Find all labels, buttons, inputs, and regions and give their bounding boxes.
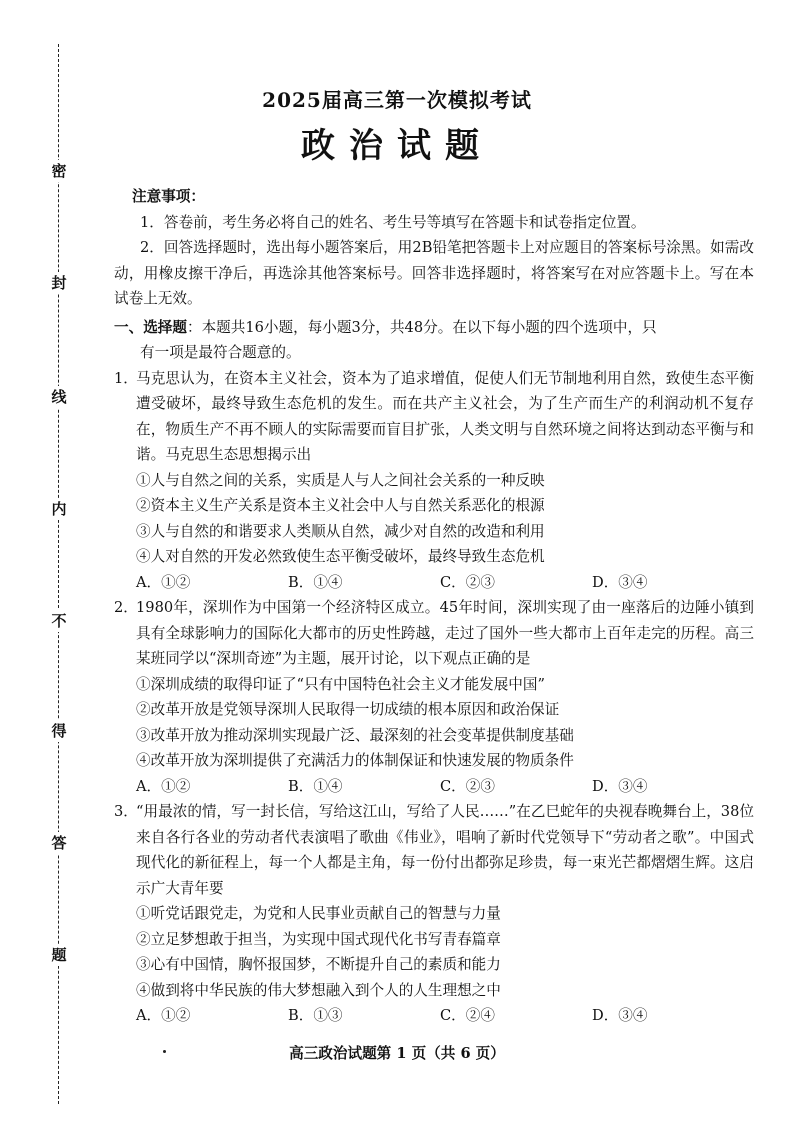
question-2: [114, 595, 754, 799]
statement-option: ④人对自然的开发必然致使生态平衡受破坏，最终导致生态危机: [136, 548, 545, 565]
binding-char: 得: [49, 720, 69, 742]
page-footer: 高三政治试题第 1 页（共 6 页）: [289, 1045, 505, 1062]
answer-choice-c: C．②③: [440, 573, 495, 591]
binding-char: 内: [49, 498, 69, 520]
binding-char: 不: [49, 610, 69, 632]
answer-choices: [136, 1003, 754, 1029]
section-label: 一、选择题: [114, 318, 187, 336]
statement-option: ③人与自然的和谐要求人类顺从自然，减少对自然的改造和利用: [136, 522, 545, 540]
statement-option: ②立足梦想敢于担当，为实现中国式现代化书写青春篇章: [136, 930, 501, 948]
binding-char: 密: [49, 160, 69, 182]
section-heading: [114, 315, 754, 366]
notice-item: 1．答卷前，考生务必将自己的姓名、考生号等填写在答题卡和试卷指定位置。: [140, 213, 646, 231]
subject-title: 政治试题: [301, 126, 493, 166]
exam-title: 2025届高三第一次模拟考试: [262, 88, 532, 112]
notice-heading: 注意事项：: [132, 188, 205, 205]
question-1: [114, 366, 754, 596]
statement-option: ②资本主义生产关系是资本主义社会中人与自然关系恶化的根源: [136, 497, 545, 514]
statement-option: ②改革开放是党领导深圳人民取得一切成绩的根本原因和政治保证: [136, 701, 560, 718]
statement-option: ①深圳成绩的取得印证了“只有中国特色社会主义才能发展中国”: [136, 675, 545, 693]
question-stem: 1980年，深圳作为中国第一个经济特区成立。45年时间，深圳实现了由一座落后的边陲小镇到具有全球影响力的国际化大都市的历史性跨越，走过了国外一些大都市上百年走完的历程。高三某班同学以“深圳奇迹”为主题，展开讨论，以下观点正确的是: [136, 599, 754, 667]
answer-choice-a: A．①②: [136, 1007, 191, 1024]
statement-option: ④做到将中华民族的伟大梦想融入到个人的人生理想之中: [136, 981, 501, 999]
answer-choice-b: B．①④: [288, 573, 343, 591]
answer-choice-a: A．①②: [136, 777, 191, 795]
answer-choice-d: D．③④: [592, 573, 648, 591]
statement-option: ④改革开放为深圳提供了充满活力的体制保证和快速发展的物质条件: [136, 752, 574, 769]
answer-choice-c: C．②④: [440, 1007, 495, 1024]
binding-char: 题: [49, 944, 69, 966]
section-text-continued: 有一项是最符合题意的。: [140, 344, 301, 361]
answer-choice-d: D．③④: [592, 1007, 648, 1024]
question-number: 1．: [114, 369, 138, 387]
answer-choice-c: C．②③: [440, 777, 495, 795]
answer-choice-b: B．①③: [288, 1007, 343, 1024]
statement-option: ①人与自然之间的关系，实质是人与人之间社会关系的一种反映: [136, 471, 545, 489]
section-text: ：本题共16小题，每小题3分，共48分。在以下每小题的四个选项中，只: [186, 318, 657, 336]
statement-option: ③改革开放为推动深圳实现最广泛、最深刻的社会变革提供制度基础: [136, 726, 574, 744]
exam-content: [114, 184, 754, 1029]
question-number: 3．: [114, 803, 138, 820]
answer-choice-b: B．①④: [288, 777, 343, 795]
binding-char: 线: [49, 386, 69, 408]
answer-choice-a: A．①②: [136, 573, 191, 591]
binding-char: 封: [49, 272, 69, 294]
notice-item: 2．回答选择题时，选出每小题答案后，用2B铅笔把答题卡上对应题目的答案标号涂黑。如需改动，用橡皮擦干净后，再选涂其他答案标号。回答非选择题时，将答案写在对应答题卡上。写在本试卷上无效。: [114, 239, 754, 307]
question-number: 2．: [114, 599, 138, 616]
statement-option: ③心有中国情，胸怀报国梦，不断提升自己的素质和能力: [136, 956, 501, 973]
answer-choices: [136, 774, 754, 800]
question-3: [114, 799, 754, 1029]
answer-choices: [136, 570, 754, 596]
question-stem: 马克思认为，在资本主义社会，资本为了追求增值，促使人们无节制地利用自然，致使生态平衡遭受破坏，最终导致生态危机的发生。而在共产主义社会，为了生产而生产的利润动机不复存在，物质生产不再不顾人的实际需要而盲目扩张，人类文明与自然环境之间将达到动态平衡与和谐。马克思生态思想揭示出: [136, 369, 754, 463]
binding-char: 答: [49, 832, 69, 854]
question-stem: “用最浓的情，写一封长信，写给这江山，写给了人民……”在乙巳蛇年的央视春晚舞台上，38位来自各行各业的劳动者代表演唱了歌曲《伟业》，唱响了新时代党领导下“劳动者之歌”。中国式现代化的新征程上，每一个人都是主角，每一份付出都弥足珍贵，每一束光芒都熠熠生辉。这启示广大青年要: [136, 803, 754, 897]
statement-option: ①听党话跟党走，为党和人民事业贡献自己的智慧与力量: [136, 905, 501, 922]
answer-choice-d: D．③④: [592, 777, 648, 795]
